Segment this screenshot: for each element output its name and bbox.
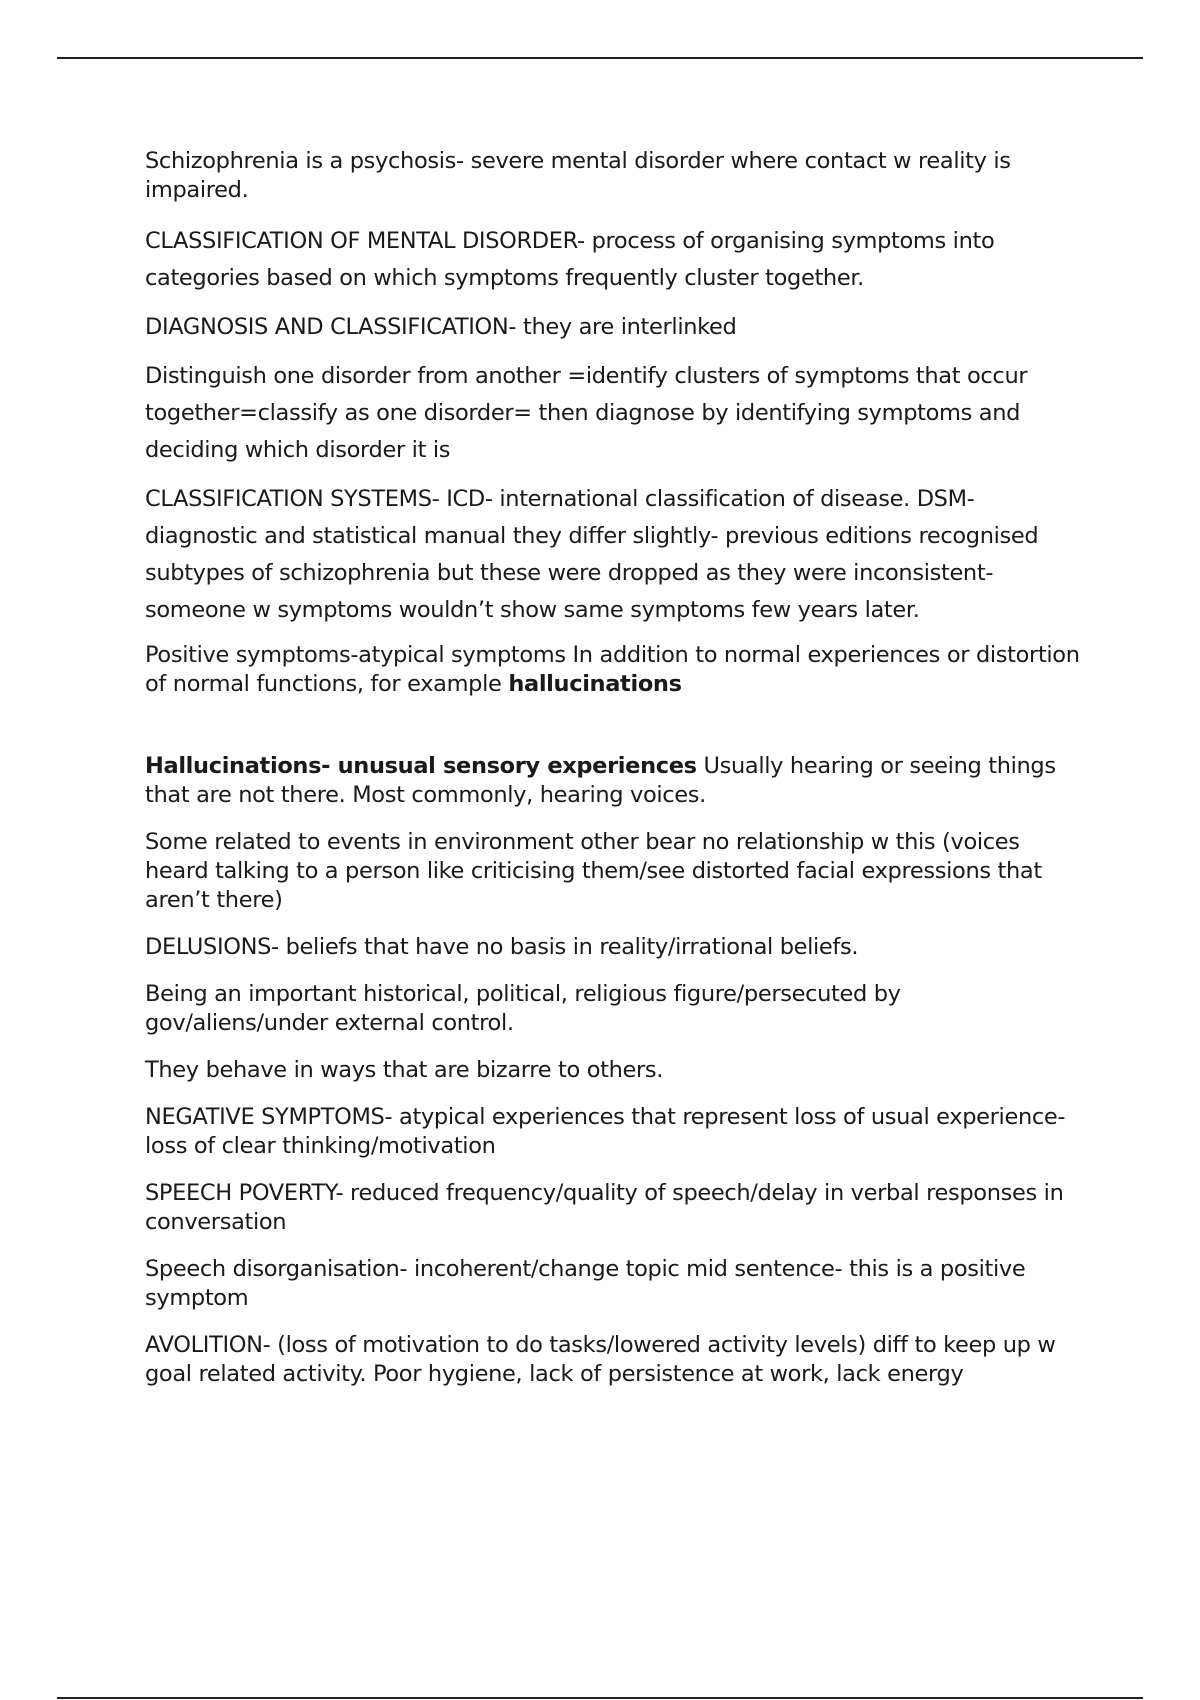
paragraph-diagnosis-classification: DIAGNOSIS AND CLASSIFICATION- they are interlinked [145, 314, 737, 340]
hallucinations-text: Usually hearing or seeing things that are not there. Most commonly, hearing voices. [145, 753, 1056, 808]
paragraph-classification-definition: CLASSIFICATION OF MENTAL DISORDER- process of organising symptoms into categories based on which symptoms frequently cluster together. [145, 228, 995, 291]
paragraph-speech-disorganisation: Speech disorganisation- incoherent/change topic mid sentence- this is a positive symptom [145, 1256, 1026, 1311]
paragraph-positive-symptoms [145, 641, 1080, 699]
paragraph-distinguish-disorders: Distinguish one disorder from another =identify clusters of symptoms that occur together=classify as one disorder= then diagnose by identifying symptoms and deciding which disorder it is [145, 363, 1028, 463]
paragraph-negative-symptoms: NEGATIVE SYMPTOMS- atypical experiences that represent loss of usual experience- loss of clear thinking/motivation [145, 1104, 1066, 1159]
paragraph-classification-systems: CLASSIFICATION SYSTEMS- ICD- international classification of disease. DSM- diagnostic and statistical manual they differ slightly- previous editions recognised subtypes of schizophrenia but these were dropped as they were inconsistent- someone w symptoms wouldn’t show same symptoms few years later. [145, 486, 1039, 623]
positive-symptoms-text: Positive symptoms-atypical symptoms In addition to normal experiences or distortion of normal functions, for example [145, 642, 1080, 697]
hallucinations-heading: Hallucinations- unusual sensory experiences [145, 753, 697, 779]
paragraph-bizarre-behaviour: They behave in ways that are bizarre to others. [145, 1057, 664, 1083]
paragraph-hallucinations [145, 752, 1080, 810]
positive-symptoms-bold: hallucinations [508, 671, 682, 697]
header-rule [57, 57, 1143, 59]
paragraph-environment-events: Some related to events in environment other bear no relationship w this (voices heard talking to a person like criticising them/see distorted facial expressions that aren’t there) [145, 829, 1042, 913]
paragraph-speech-poverty: SPEECH POVERTY- reduced frequency/quality of speech/delay in verbal responses in conversation [145, 1180, 1064, 1235]
paragraph-avolition: AVOLITION- (loss of motivation to do tasks/lowered activity levels) diff to keep up w goal related activity. Poor hygiene, lack of persistence at work, lack energy [145, 1332, 1056, 1387]
paragraph-delusion-examples: Being an important historical, political, religious figure/persecuted by gov/aliens/under external control. [145, 981, 901, 1036]
paragraph-schizophrenia-definition: Schizophrenia is a psychosis- severe mental disorder where contact w reality is impaired. [145, 148, 1011, 203]
document-body [145, 147, 1080, 1407]
footer-rule [57, 1697, 1143, 1699]
paragraph-delusions: DELUSIONS- beliefs that have no basis in reality/irrational beliefs. [145, 934, 859, 960]
